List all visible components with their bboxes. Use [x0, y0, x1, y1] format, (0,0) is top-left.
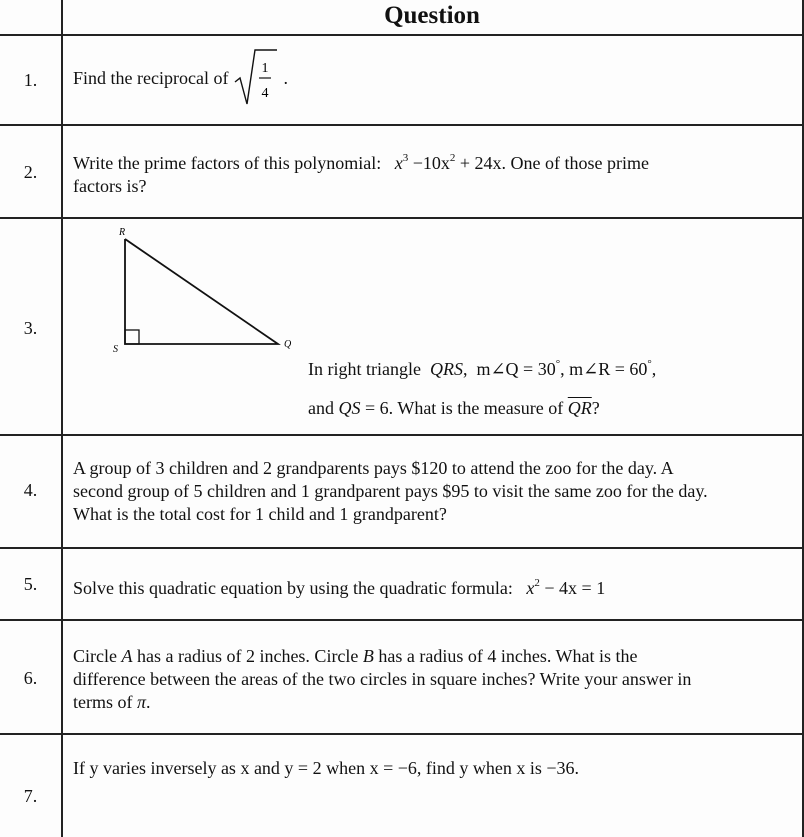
- question-text: Circle A has a radius of 2 inches. Circle B has a radius of 4 inches. What is the difference between the areas of the two circles in square inches? Write your answer in terms of π.: [73, 646, 692, 712]
- vertex-s-label: S: [113, 344, 118, 355]
- question-number: 6.: [23, 668, 38, 688]
- radical-denominator: 4: [261, 86, 269, 101]
- question-number: 3.: [23, 318, 38, 338]
- question-text: A group of 3 children and 2 grandparents pays $120 to attend the zoo for the day. A second group of 5 children and 1 grandparent pays $95 to visit the same zoo for the day. What is the total cost for 1 child and 1 grandparent?: [73, 458, 708, 524]
- question-text: Find the reciprocal of 1 4 .: [73, 48, 288, 108]
- column-header: Question: [384, 2, 480, 29]
- question-number: 1.: [23, 70, 38, 90]
- vertex-q-label: Q: [284, 339, 292, 350]
- divider: [0, 124, 804, 126]
- question-number: 4.: [23, 480, 38, 500]
- triangle-figure: [108, 224, 298, 356]
- divider: [0, 619, 804, 621]
- radical: [233, 48, 279, 108]
- question-text: Solve this quadratic equation by using the quadratic formula: $x^2 - 4x = 1$: [73, 577, 606, 598]
- vertex-r-label: R: [119, 227, 126, 238]
- column-divider: [61, 0, 63, 837]
- divider: [0, 217, 804, 219]
- question-number: 2.: [23, 162, 38, 182]
- divider: [0, 547, 804, 549]
- column-divider: [802, 0, 804, 837]
- divider: [0, 434, 804, 436]
- divider: [0, 34, 804, 36]
- question-number: 7.: [23, 786, 38, 806]
- divider: [0, 733, 804, 735]
- question-text: Write the prime factors of this polynomial: $x^3 -10x^2 + 24x$. One of those prime factors is?: [73, 152, 649, 196]
- question-text: If y varies inversely as x and y = 2 when x = −6, find y when x is −36.: [73, 758, 580, 778]
- question-text: In right triangle QRS, m∠Q = 30°, m∠R = 60°, and QS = 6. What is the measure of $\overline{QR}$?: [308, 358, 657, 418]
- radical-numerator: 1: [261, 61, 269, 76]
- question-number: 5.: [23, 574, 38, 594]
